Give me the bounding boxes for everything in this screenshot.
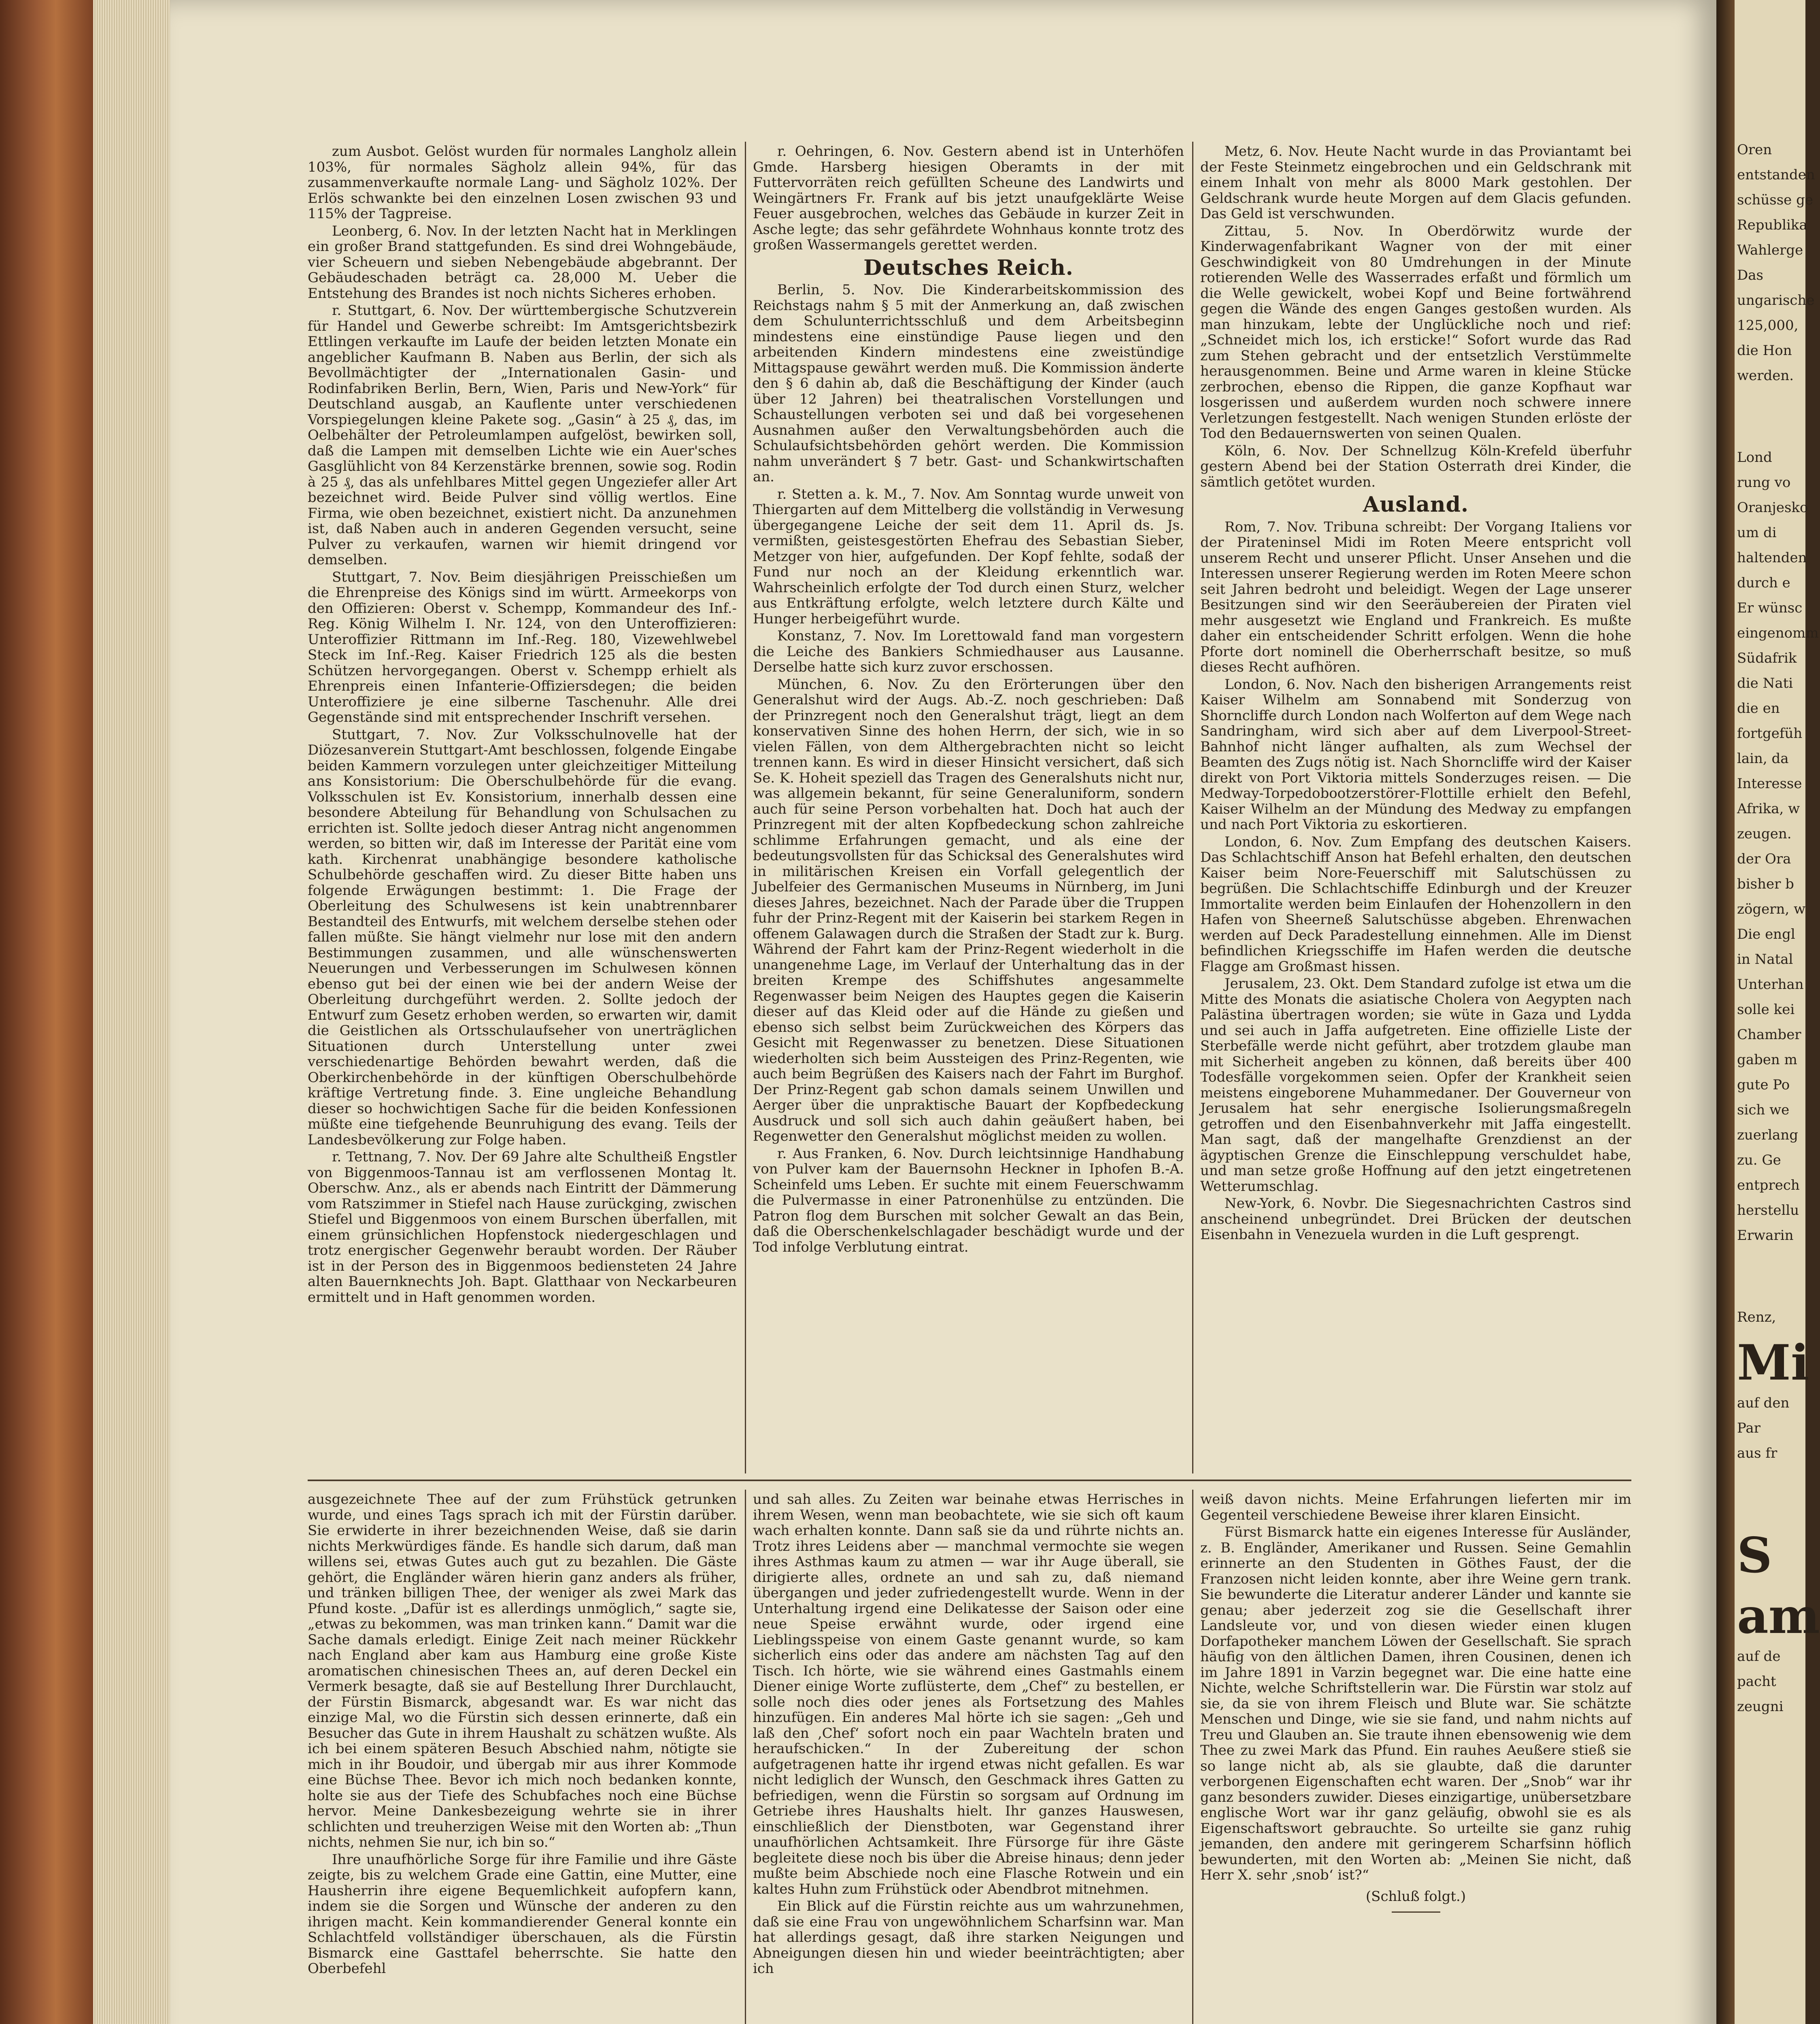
column-rule <box>1192 142 1193 1473</box>
news-item: Zittau, 5. Nov. In Oberdörwitz wurde der Kinderwagenfabrikant Wagner von der mit einer Geschwindigkeit von 80 Umdrehungen in der Minute rotierenden Welle des Wasserrades erfaßt und förmlich um die Welle gewickelt, wobei Kopf und Beine fortwährend gegen die Wände des engen Ganges gestoßen wurden. Als man hinzukam, lebte der Unglückliche noch und rief: „Schneidet mich los, ich ersticke!“ Sofort wurde das Rad zum Stehen gebracht und der entsetzlich Verstümmelte herausgenommen. Beine und Arme waren in kleine Stücke zerbrochen, ebenso die Rippen, die ganze Kopfhaut war losgerissen und außerdem wurden noch schwere innere Verletzungen festgestellt. Nach wenigen Stunden erlöste der Tod den Bedauernswerten von seinen Qualen. <box>1200 223 1631 442</box>
next-page-text-fragment: herstellu <box>1737 1202 1799 1218</box>
next-page-text-fragment: zu. Ge <box>1737 1152 1781 1168</box>
section-heading-deutsches-reich: Deutsches Reich. <box>863 255 1074 280</box>
next-page-text-fragment: S <box>1737 1527 1772 1584</box>
next-page-text-fragment: in Natal <box>1737 951 1793 967</box>
next-page-text-fragment: Renz, <box>1737 1309 1776 1325</box>
news-column-2 <box>753 144 1184 1467</box>
news-item: London, 6. Nov. Nach den bisherigen Arrangements reist Kaiser Wilhelm am Sonnabend mit Sonderzug von Shorncliffe durch London nach Wolferton auf dem Wege nach Sandringham, wird sich aber auf dem Liverpool-Street-Bahnhof nicht länger aufhalten, als zum Wechsel der Beamten des Zugs nötig ist. Nach Shorncliffe wird der Kaiser direkt von Port Viktoria mittels Sonderzuges reisen. — Die Medway-Torpedobootzerstörer-Flottille erhielt den Befehl, Kaiser Wilhelm an der Mündung des Medway zu empfangen und nach Port Viktoria zu eskortieren. <box>1200 676 1631 833</box>
news-item: r. Aus Franken, 6. Nov. Durch leichtsinnige Handhabung von Pulver kam der Bauernsohn Heckner in Iphofen B.-A. Scheinfeld ums Leben. Er suchte mit einem Feuerschwamm die Pulvermasse in einer Patronenhülse zu entzünden. Die Patron flog dem Burschen mit solcher Gewalt an das Bein, daß die Oberschenkelschlagader beschädigt wurde und der Tod infolge Verblutung eintrat. <box>753 1145 1184 1255</box>
book-gutter <box>1716 0 1735 2024</box>
news-item: Leonberg, 6. Nov. In der letzten Nacht hat in Merklingen ein großer Brand stattgefunden. Es sind drei Wohngebäude, vier Scheuern und sieben Nebengebäude abgebrannt. Der Gebäudeschaden beträgt ca. 28,000 M. Ueber die Entstehung des Brandes ist noch nichts Sicheres erhoben. <box>308 223 737 302</box>
next-page-text-fragment: Republika <box>1737 217 1807 233</box>
next-page-text-fragment: rung vo <box>1737 474 1791 491</box>
next-page-text-fragment: gaben m <box>1737 1052 1797 1068</box>
news-item: Stuttgart, 7. Nov. Beim diesjährigen Preisschießen um die Ehrenpreise des Königs sind im württ. Armeekorps von den Offizieren: Oberst v. Schempp, Kommandeur des Inf.-Reg. König Wilhelm I. Nr. 124, von den Unteroffizieren: Unteroffizier Rittmann im Inf.-Reg. 180, Vizewehlwebel Steck im Inf.-Reg. Kaiser Friedrich 125 als die besten Schützen hervorgegangen. Oberst v. Schempp erhielt als Ehrenpreis einen Infanterie-Offiziersdegen; die beiden Unteroffiziere je eine silberne Taschenuhr. Alle drei Gegenstände sind mit entsprechender Inschrift versehen. <box>308 569 737 725</box>
next-page-text-fragment: haltenden <box>1737 550 1807 566</box>
news-item: Metz, 6. Nov. Heute Nacht wurde in das Proviantamt bei der Feste Steinmetz eingebrochen und ein Geldschrank mit einem Inhalt von mehr als 8000 Mark gestohlen. Der Geldschrank wurde heute Morgen auf dem Glacis gefunden. Das Geld ist verschwunden. <box>1200 143 1631 222</box>
news-item: New-York, 6. Novbr. Die Siegesnachrichten Castros sind anscheinend unbegründet. Drei Brücken der deutschen Eisenbahn in Venezuela wurden in die Luft gesprengt. <box>1200 1195 1631 1243</box>
end-rule <box>1392 1911 1440 1913</box>
news-item: Berlin, 5. Nov. Die Kinderarbeitskommission des Reichstags nahm § 5 mit der Anmerkung an, daß zwischen dem Schulunterrichtsschluß und dem Arbeitsbeginn mindestens eine einstündige Pause liegen und den arbeitenden Kindern mindestens eine zweistündige Mittagspause gewährt werden muß. Die Kommission änderte den § 6 dahin ab, daß die Beschäftigung der Kinder (auch über 12 Jahren) bei theatralischen Vorstellungen und Schaustellungen verboten sei und daß bei vorgesehenen Ausnahmen außer den Verwaltungsbehörden auch die Schulaufsichtsbehörden gehört werden. Die Kommission nahm unverändert § 7 betr. Gast- und Schankwirtschaften an. <box>753 282 1184 485</box>
next-page-text-fragment: Erwarin <box>1737 1227 1794 1244</box>
next-page-text-fragment: pacht <box>1737 1673 1776 1690</box>
next-page-text-fragment: Unterhan <box>1737 976 1804 993</box>
news-item: r. Stuttgart, 6. Nov. Der württembergische Schutzverein für Handel und Gewerbe schreibt: Im Amtsgerichtsbezirk Ettlingen verkaufte im Laufe der beiden letzten Monate ein angeblicher Kaufmann B. Naben aus Berlin, der sich als Bevollmächtigter der „Internationalen Gasin- und Rodinfabriken Berlin, Bern, Wien, Paris und New-York“ für Deutschland ausgab, an Kauflente unter verschiedenen Vorspiegelungen kleine Pakete sog. „Gasin“ à 25 ₰, das, im Oelbehälter der Petroleumlampen aufgelöst, bewirken soll, daß die Lampen mit demselben Lichte wie ein Auer'sches Gasglühlicht von 84 Kerzenstärke brennen, sowie sog. Rodin à 25 ₰, das als unfehlbares Mittel gegen Ungeziefer aller Art bezeichnet wird. Beide Pulver sind völlig wertlos. Eine Firma, wie oben bezeichnet, existiert nicht. Da anzunehmen ist, daß Naben auch in anderen Gegenden versucht, seine Pulver zu verkaufen, warnen wir hiemit dringend vor demselben. <box>308 302 737 568</box>
to-be-continued-note: (Schluß folgt.) <box>1365 1888 1466 1905</box>
news-item: Konstanz, 7. Nov. Im Lorettowald fand man vorgestern die Leiche des Bankiers Schmiedhauser aus Lausanne. Derselbe hatte sich kurz zuvor erschossen. <box>753 628 1184 675</box>
feuilleton-paragraph: Ihre unaufhörliche Sorge für ihre Familie und ihre Gäste zeigte, bis zu welchem Grade eine Gattin, eine Mutter, eine Hausherrin ihre eigene Bequemlichkeit aufopfern kann, indem sie die Sorgen und Wünsche der anderen zu den ihrigen macht. Kein kommandierender General konnte ein Schlachtfeld vollständiger überschauen, als die Fürstin Bismarck eine Gasttafel beherrschte. Sie hatte den Oberbefehl <box>308 1851 737 1977</box>
feuilleton-paragraph: ausgezeichnete Thee auf der zum Frühstück getrunken wurde, und eines Tags sprach ich mit der Fürstin darüber. Sie erwiderte in ihrer bezeichnenden Weise, daß sie darin nichts Merkwürdiges fände. Es handle sich darum, daß man willens sei, etwas Gutes auch gut zu bezahlen. Die Gäste gehört, die Engländer wären hierin ganz anders als früher, und tränken billigen Thee, der weniger als zwei Mark das Pfund koste. „Dafür ist es allerdings unmöglich,“ sagte sie, „etwas zu bekommen, was man trinken kann.“ Damit war die Sache damals erledigt. Einige Zeit nach meiner Rückkehr nach England aber kam aus Hamburg eine große Kiste aromatischen chinesischen Thees an, auf deren Deckel ein Vermerk besagte, daß sie auf Bestellung Ihrer Durchlaucht, der Fürstin Bismarck, abgesandt war. Es war nicht das einzige Mal, wo die Fürstin sich dessen erinnerte, daß ein Besucher das Gute in ihrem Haushalt zu schätzen wußte. Als ich bei einem späteren Besuch Abschied nahm, nötigte sie mich in ihr Boudoir, und übergab mir aus ihrer Kommode eine Büchse Thee. Bevor ich mich noch bedanken konnte, holte sie aus der Tiefe des Schubfaches noch eine Büchse hervor. Meine Dankesbezeigung wehrte sie in ihrer schlichten und treuherzigen Weise mit den Worten ab: „Thun nichts, nehmen Sie nur, ich bin so.“ <box>308 1491 737 1850</box>
next-page-text-fragment: Oren <box>1737 142 1772 158</box>
next-page-text-fragment: entprech <box>1737 1177 1800 1193</box>
feuilleton-paragraph: Fürst Bismarck hatte ein eigenes Interesse für Ausländer, z. B. Engländer, Amerikaner und Russen. Seine Gemahlin erinnerte an den Studenten in Göthes Faust, der die Franzosen nicht leiden konnte, aber ihre Weine gern trank. Sie bewunderte die Literatur anderer Länder und kannte sie genau; aber jederzeit zog sie die Gesellschaft ihrer Landsleute vor, und von diesen wieder einen klugen Dorfapotheker manchem Löwen der Gesellschaft. Sie sprach häufig von den ältlichen Damen, ihren Cousinen, denen ich im Jahre 1891 in Varzin begegnet war. Die eine hatte eine Nichte, welche Schriftstellerin war. Die Fürstin war stolz auf sie, da sie von ihrem Fleisch und Blute war. Sie schätzte Menschen und Dinge, wie sie sie fand, und nahm nichts auf Treu und Glauben an. Sie traute ihnen ebensowenig wie dem Thee zu zwei Mark das Pfund. Ein rauhes Aeußere stieß sie so lange nicht ab, als sie glaubte, daß die darunter verborgenen Eigenschaften echt waren. Der „Snob“ war ihr ganz besonders zuwider. Dieses einzigartige, unübersetzbare englische Wort war ihr ganz geläufig, obwohl sie es als Eigenschaftswort gebrauchte. So urteilte sie ganz ruhig jemanden, den andere mit geringerem Scharfsinn höflich bewunderten, mit den Worten ab: „Meinen Sie nicht, daß Herr X. sehr ‚snob‘ ist?“ <box>1200 1524 1631 1883</box>
next-page-text-fragment: bisher b <box>1737 876 1794 892</box>
next-page-text-fragment: die Nati <box>1737 675 1793 691</box>
next-page-text-fragment: Par <box>1737 1420 1760 1436</box>
news-item: r. Oehringen, 6. Nov. Gestern abend ist in Unterhöfen Gmde. Harsberg hiesigen Oberamts in der mit Futtervorräten reich gefüllten Scheune des Landwirts und Weingärtners Fr. Frank auf bis jetzt unaufgeklärte Weise Feuer ausgebrochen, welches das Gebäude in kurzer Zeit in Asche legte; das sehr gefährdete Wohnhaus konnte trotz des großen Wassermangels gerettet werden. <box>753 143 1184 253</box>
next-page-text-fragment: Mi <box>1737 1334 1809 1391</box>
next-page-text-fragment: ungarische <box>1737 292 1815 308</box>
next-page-text-fragment: zögern, w <box>1737 901 1806 917</box>
next-page-text-fragment: sich we <box>1737 1102 1790 1118</box>
news-item: Jerusalem, 23. Okt. Dem Standard zufolge ist etwa um die Mitte des Monats die asiatische Cholera von Aegypten nach Palästina übertragen worden; sie wüte in Gaza und Lydda und sei auch in Jaffa aufgetreten. Eine offizielle Liste der Sterbefälle werde nicht geführt, aber trotzdem glaube man mit Sicherheit angeben zu können, daß bereits über 400 Todesfälle vorgekommen seien. Opfer der Krankheit seien meistens eingeborene Muhammedaner. Der Gouverneur von Jerusalem hat sehr energische Isolierungsmaßregeln getroffen und den Eisenbahnverkehr mit Jaffa eingestellt. Man sagt, daß der mangelhafte Grenzdienst an der ägyptischen Grenze die Einschleppung verschuldet habe, und man setze große Hoffnung auf den jetzt eingetretenen Wetterumschlag. <box>1200 976 1631 1195</box>
next-page-text-fragment: auf den <box>1737 1395 1790 1411</box>
feuilleton-column-2 <box>753 1492 1184 2024</box>
feuilleton-paragraph: Ein Blick auf die Fürstin reichte aus um wahrzunehmen, daß sie eine Frau von ungewöhnlichem Scharfsinn war. Man hat allerdings gesagt, daß ihre starken Neigungen und Abneigungen diesen hin und wieder beeinträchtigten; aber ich <box>753 1898 1184 1977</box>
next-page-fragment <box>1735 0 1820 2024</box>
next-page-text-fragment: werden. <box>1737 368 1794 384</box>
next-page-text-fragment: Wahlerge <box>1737 242 1803 258</box>
next-page-text-fragment: entstanden <box>1737 167 1815 183</box>
next-page-text-fragment: solle kei <box>1737 1001 1795 1018</box>
feuilleton-column-1 <box>308 1492 737 2024</box>
next-page-text-fragment: schüsse ge <box>1737 192 1813 208</box>
news-item: München, 6. Nov. Zu den Erörterungen über den Generalshut wird der Augs. Ab.-Z. noch geschrieben: Daß der Prinzregent noch den Generalshut trägt, liegt an dem konservativen Sinne des hohen Herrn, der sich, wie in so vielen Fällen, von dem Althergebrachten nicht so leicht trennen kann. Es wird in dieser Hinsicht versichert, daß sich Se. K. Hoheit speziell das Tragen des Generalshuts nicht nur, was allgemein bekannt, für seine Generaluniform, sondern auch für seine Person vorbehalten hat. Doch hat auch der Prinzregent mit der alten Kopfbedeckung schon zahlreiche schlimme Erfahrungen gemacht, und als eine der bedeutungsvollsten für das Schicksal des Generalshutes wird in militärischen Kreisen ein Vorfall gelegentlich der Jubelfeier des Germanischen Museums in Nürnberg, im Juni dieses Jahres, bezeichnet. Nach der Parade über die Truppen fuhr der Prinz-Regent mit der Kaiserin bei starkem Regen in offenem Galawagen durch die Straßen der Stadt zur k. Burg. Während der Fahrt kam der Prinz-Regent wiederholt in die unangenehme Lage, im Verlauf der Unterhaltung das in der breiten Krempe des Schiffshutes angesammelte Regenwasser beim Neigen des Hauptes gegen die Kaiserin dieser auf das Kleid oder auf die Hände zu gießen und ebenso sich selbst beim Zurückweichen des Körpers das Gesicht mit Regenwasser zu benetzen. Diese Situationen wiederholten sich beim Aussteigen des Prinz-Regenten, wie auch beim Begrüßen des Kaisers nach der Fahrt im Burghof. Der Prinz-Regent gab schon damals seinem Unwillen und Aerger über die unpraktische Bauart der Kopfbedeckung Ausdruck und soll sich auch dahin geäußert haben, bei Regenwetter den Generalshut möglichst meiden zu wollen. <box>753 676 1184 1144</box>
next-page-text-fragment: durch e <box>1737 575 1790 591</box>
news-item: Stuttgart, 7. Nov. Zur Volksschulnovelle hat der Diözesanverein Stuttgart-Amt beschlossen, folgende Eingabe beiden Kammern vorzulegen unter gleichzeitiger Mitteilung ans Konsistorium: Die Oberschulbehörde für die evang. Volksschulen ist Ev. Konsistorium, innerhalb dessen eine besondere Abteilung für Behandlung von Schulsachen zu errichten ist. Sollte jedoch dieser Antrag nicht angenommen werden, so bitten wir, daß im Interesse der Parität eine vom kath. Kirchenrat unabhängige besondere katholische Schulbehörde geschaffen wird. Zu dieser Bitte haben uns folgende Erwägungen bestimmt: 1. Die Frage der Oberleitung des Schulwesens ist kein unabtrennbarer Bestandteil des Entwurfs, mit welchem derselbe stehen oder fallen müßte. Sie hängt vielmehr nur lose mit den andern Bestimmungen zusammen, und alle wünschenswerten Neuerungen und Verbesserungen im Schulwesen können ebenso gut bei der einen wie bei der andern Weise der Oberleitung durchgeführt werden. 2. Sollte jedoch der Entwurf zum Gesetz erhoben werden, so erwarten wir, damit die Geistlichen als Ortsschulaufseher von unerträglichen Situationen durch Unterstellung unter zwei verschiedenartige Behörden bewahrt werden, daß die Oberkirchenbehörde in der künftigen Oberschulbehörde kräftige Vertretung finde. 3. Eine ungleiche Behandlung dieser so hochwichtigen Sache für die beiden Konfessionen müßte eine tiefgehende Beunruhigung des evang. Teils der Landesbevölkerung zur Folge haben. <box>308 726 737 1148</box>
next-page-text-fragment: zeugni <box>1737 1699 1784 1715</box>
next-page-text-fragment: Oranjesko <box>1737 500 1808 516</box>
news-column-3 <box>1200 144 1631 1467</box>
next-page-text-fragment: der Ora <box>1737 851 1791 867</box>
news-item: r. Stetten a. k. M., 7. Nov. Am Sonntag wurde unweit von Thiergarten auf dem Mittelberg die vollständig in Verwesung übergegangene Leiche der seit dem 11. April ds. Js. vermißten, geistesgestörten Ehefrau des Sebastian Sieber, Metzger von hier, aufgefunden. Der Kopf fehlte, sodaß der Fund nur noch an der Kleidung erkenntlich war. Wahrscheinlich erfolgte der Tod durch einen Sturz, welcher aus Entkräftung erfolgte, welch letztere durch Kälte und Hunger herbeigeführt wurde. <box>753 486 1184 627</box>
next-page-text-fragment: Südafrik <box>1737 650 1797 666</box>
book-binding <box>0 0 93 2024</box>
next-page-text-fragment: gute Po <box>1737 1077 1790 1093</box>
news-item: r. Tettnang, 7. Nov. Der 69 Jahre alte Schultheiß Engstler von Biggenmoos-Tannau ist am verflossenen Montag lt. Oberschw. Anz., als er abends nach Eintritt der Dämmerung vom Ratszimmer in Stiefel nach Hause zurückging, zwischen Stiefel und Biggenmoos von einem Burschen überfallen, mit einem grünsichlichen Hopfenstock niedergeschlagen und trotz energischer Gegenwehr beraubt worden. Der Räuber ist in der Person des in Biggenmoos bediensteten 24 Jahre alten Bauernknechts Joh. Bapt. Glatthaar von Neckarbeuren ermittelt und in Haft genommen worden. <box>308 1149 737 1305</box>
newspaper-page <box>170 0 1716 2024</box>
next-page-text-fragment: lain, da <box>1737 750 1789 767</box>
next-page-text-fragment: Lond <box>1737 449 1772 466</box>
next-page-text-fragment: Das <box>1737 267 1763 283</box>
next-page-text-fragment: eingenomm <box>1737 625 1819 641</box>
next-page-text-fragment: 125,000, <box>1737 317 1799 334</box>
next-page-text-fragment: Interesse <box>1737 776 1802 792</box>
next-page-text-fragment: aus fr <box>1737 1445 1777 1461</box>
next-page-text-fragment: fortgefüh <box>1737 725 1803 742</box>
next-page-text-fragment: die en <box>1737 700 1780 716</box>
news-item: Köln, 6. Nov. Der Schnellzug Köln-Krefeld überfuhr gestern Abend bei der Station Osterrath drei Kinder, die sämtlich getötet wurden. <box>1200 442 1631 490</box>
news-item: Rom, 7. Nov. Tribuna schreibt: Der Vorgang Italiens vor der Pirateninsel Midi im Roten Meere entspricht voll unserem Recht und unserer Pflicht. Unser Ansehen und die Interessen unserer Regierung werden im Roten Meere schon seit Jahren bedroht und beleidigt. Wegen der Lage unserer Besitzungen sind wir den Seeräubereien der Piraten viel mehr ausgesetzt wie England und Frankreich. Es mußte daher ein entscheidender Schritt erfolgen. Wenn die hohe Pforte dort nominell die Oberherrschaft besitze, so muß dieses Recht aufhören. <box>1200 519 1631 675</box>
next-page-text-fragment: Er wünsc <box>1737 600 1803 616</box>
column-rule <box>745 1490 746 2024</box>
feuilleton-paragraph: weiß davon nichts. Meine Erfahrungen lieferten mir im Gegenteil verschiedene Beweise ihrer klaren Einsicht. <box>1200 1491 1631 1523</box>
column-rule <box>745 142 746 1473</box>
next-page-text-fragment: Die engl <box>1737 926 1795 942</box>
news-item: London, 6. Nov. Zum Empfang des deutschen Kaisers. Das Schlachtschiff Anson hat Befehl erhalten, den deutschen Kaiser beim Nore-Feuerschiff mit Salutschüssen zu begrüßen. Die Schlachtschiffe Edinburgh und der Kreuzer Immortalite werden beim Einlaufen der Hohenzollern in den Hafen von Sheerneß Salutschüsse abgeben. Ehrenwachen werden auf Deck Paradestellung einnehmen. Alle im Dienst befindlichen Kriegsschiffe im Hafen werden die deutsche Flagge am Großmast hissen. <box>1200 833 1631 975</box>
next-page-text-fragment: zuerlang <box>1737 1127 1798 1143</box>
next-page-text-fragment: die Hon <box>1737 342 1792 359</box>
section-heading-ausland: Ausland. <box>1363 492 1469 517</box>
next-page-text-fragment: auf de <box>1737 1648 1781 1665</box>
next-page-text-fragment: zeugen. <box>1737 826 1792 842</box>
news-item: zum Ausbot. Gelöst wurden für normales Langholz allein 103%, für normales Sägholz allein 94%, für das zusammenverkaufte normale Lang- und Sägholz 102%. Der Erlös schwankte bei den einzelnen Losen zwischen 93 und 115% der Tagpreise. <box>308 143 737 222</box>
next-page-text-fragment: am <box>1737 1588 1820 1645</box>
feuilleton-separator <box>308 1480 1631 1481</box>
page-stack-edge <box>93 0 170 2024</box>
feuilleton-paragraph: und sah alles. Zu Zeiten war beinahe etwas Herrisches in ihrem Wesen, wenn man beobachtete, wie sie sich oft kaum wach erhalten konnte. Dann saß sie da und rührte nichts an. Trotz ihres Leidens aber — manchmal vermochte sie wegen ihres Asthmas kaum zu atmen — war ihr Auge überall, sie dirigierte alles, ordnete an und sah zu, daß niemand übergangen und jeder zufriedengestellt wurde. Wenn in der Unterhaltung irgend eine Delikatesse der Saison oder eine neue Speise erwähnt wurde, oder irgend eine Lieblingsspeise von einem Gaste genannt wurde, so kam sicherlich eins oder das andere am nächsten Tag auf den Tisch. Ich hörte, wie sie während eines Gastmahls einem Diener einige Worte zuflüsterte, dem „Chef“ zu bestellen, er solle noch dies oder jenes als Fortsetzung des Mahles hinzufügen. Ein anderes Mal hörte ich sie sagen: „Geh und laß den ‚Chef‘ sofort noch ein paar Wachteln braten und heraufschicken.“ In der Zubereitung der schon aufgetragenen hatte ihr irgend etwas nicht gefallen. Es war nicht lediglich der Wunsch, den Geschmack ihres Gatten zu befriedigen, wenn die Fürstin so sorgsam auf Ordnung im Getriebe ihres Haushalts hielt. Ihr ganzes Hauswesen, einschließlich der Dienstboten, war Gegenstand ihrer unaufhörlichen Achtsamkeit. Ihre Fürsorge für ihre Gäste begleitete diese noch bis über die Abreise hinaus; denn jeder mußte beim Abschiede noch eine Flasche Rotwein und ein kaltes Huhn zum Frühstück oder Abendbrot mitnehmen. <box>753 1491 1184 1897</box>
next-page-text-fragment: Afrika, w <box>1737 801 1800 817</box>
column-rule <box>1192 1490 1193 2024</box>
feuilleton-column-3 <box>1200 1492 1631 2024</box>
next-page-text-fragment: um di <box>1737 525 1777 541</box>
news-column-1 <box>308 144 737 1467</box>
next-page-text-fragment: Chamber <box>1737 1027 1801 1043</box>
